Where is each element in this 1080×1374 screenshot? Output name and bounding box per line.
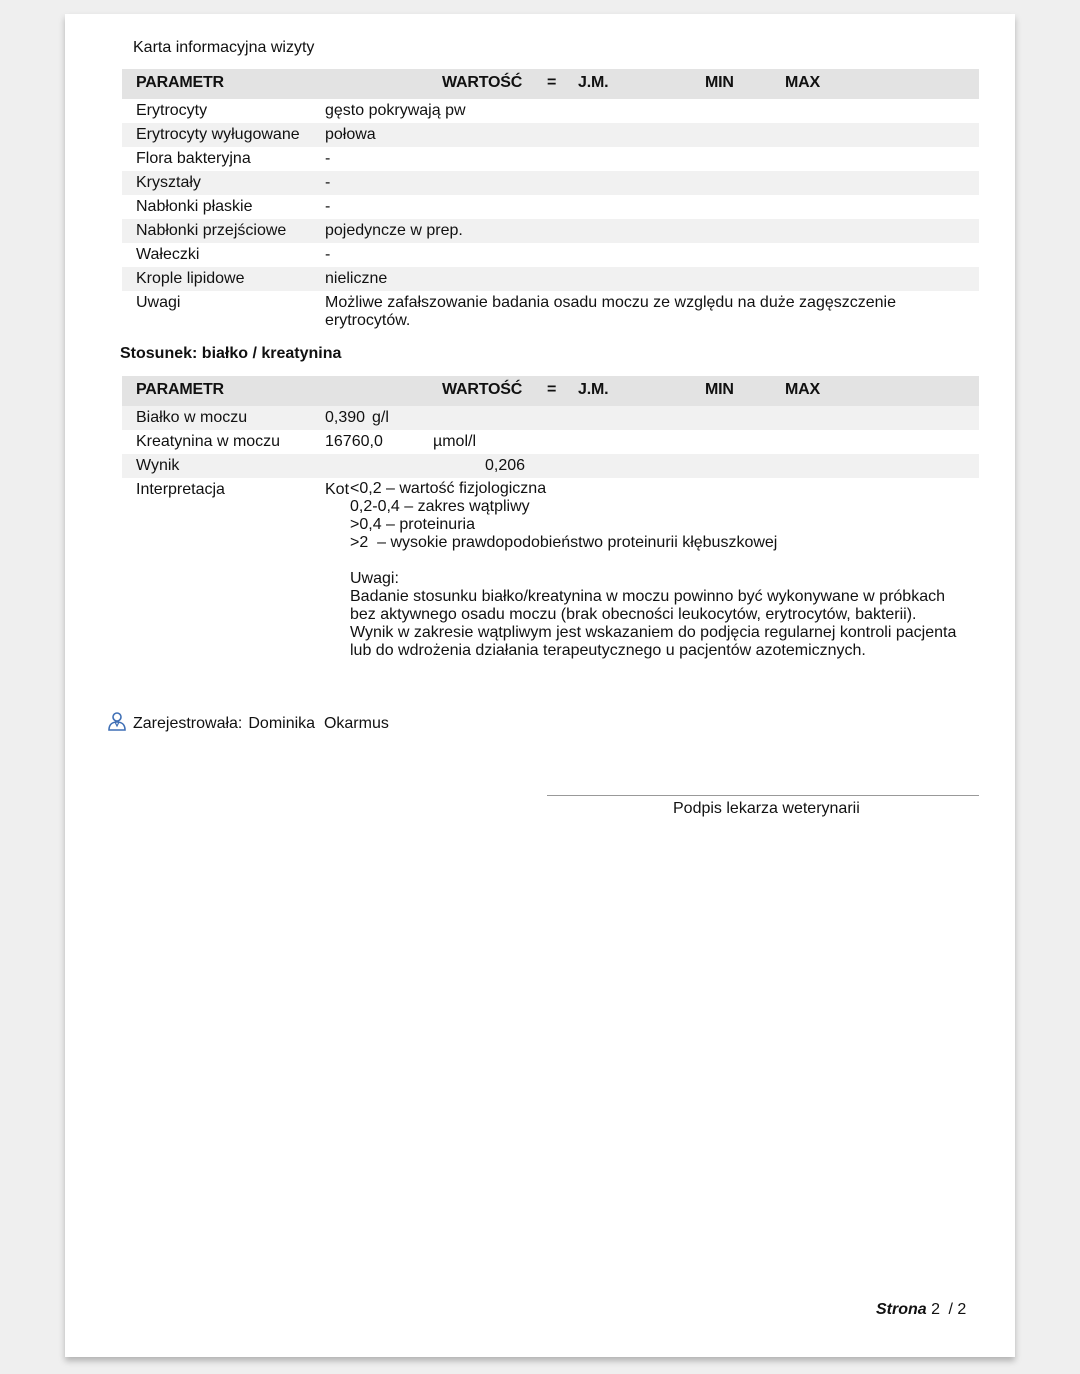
range-line: 0,2-0,4 – zakres wątpliwy <box>350 498 530 515</box>
header-value: WARTOŚĆ <box>442 74 523 91</box>
row-param: Nabłonki przejściowe <box>136 222 287 239</box>
table-row <box>122 454 979 478</box>
interpretation-block <box>337 480 956 660</box>
table-row <box>122 243 979 267</box>
page-total: / 2 <box>948 1301 967 1318</box>
row-param: Uwagi <box>136 294 181 311</box>
row-value: Kot <box>325 481 350 498</box>
table-row <box>122 147 979 171</box>
header-eq: = <box>547 381 557 398</box>
table-row <box>122 267 979 291</box>
row-value: - <box>325 246 331 263</box>
table-header <box>122 69 979 99</box>
table-row <box>122 219 979 243</box>
table-row <box>122 195 979 219</box>
row-param: Kryształy <box>136 174 201 191</box>
range-line: >2 – wysokie prawdopodobieństwo proteinurii kłębuszkowej <box>350 534 778 551</box>
header-max: MAX <box>785 74 820 91</box>
row-param: Nabłonki płaskie <box>136 198 253 215</box>
section-title: Stosunek: białko / kreatynina <box>120 345 342 362</box>
row-value: nieliczne <box>325 270 388 287</box>
table-row <box>122 99 979 123</box>
document-title: Karta informacyjna wizyty <box>133 39 315 56</box>
header-min: MIN <box>705 74 734 91</box>
row-param: Kreatynina w moczu <box>136 433 281 450</box>
notes-line: bez aktywnego osadu moczu (brak obecności leukocytów, erytrocytów, bakterii). <box>350 606 917 623</box>
notes-line: lub do wdrożenia działania terapeutycznego u pacjentów azotemicznych. <box>350 642 866 659</box>
row-value: - <box>325 174 331 191</box>
row-value: pojedyncze w prep. <box>325 222 463 239</box>
row-param: Krople lipidowe <box>136 270 245 287</box>
signature-line <box>547 795 979 796</box>
row-param: Interpretacja <box>136 481 225 498</box>
row-value: połowa <box>325 126 376 143</box>
page-label: Strona <box>876 1301 927 1318</box>
row-param: Białko w moczu <box>136 409 248 426</box>
registered-name: Dominika Okarmus <box>248 714 389 732</box>
row-value: - <box>325 198 331 215</box>
range-line: <0,2 – wartość fizjologiczna <box>350 480 547 497</box>
table-row <box>122 291 979 333</box>
registered-label: Zarejestrowała: <box>133 714 243 732</box>
table-row <box>122 406 979 430</box>
row-param: Wałeczki <box>136 246 200 263</box>
row-value: 16760,0 <box>325 433 383 450</box>
row-param: Wynik <box>136 457 180 474</box>
header-min: MIN <box>705 381 734 398</box>
notes-line: Wynik w zakresie wątpliwym jest wskazaniem do podjęcia regularnej kontroli pacjenta <box>350 624 957 641</box>
row-param: Erytrocyty wyługowane <box>136 126 300 143</box>
row-value: 0,390 <box>325 409 366 426</box>
header-param: PARAMETR <box>136 381 224 398</box>
table-header <box>122 376 979 406</box>
page-number <box>876 1301 966 1319</box>
sediment-table <box>122 69 979 333</box>
row-unit: g/l <box>372 409 389 426</box>
header-max: MAX <box>785 381 820 398</box>
user-icon <box>107 711 127 736</box>
table-row <box>122 171 979 195</box>
header-value: WARTOŚĆ <box>442 381 523 398</box>
notes-label: Uwagi: <box>350 570 399 587</box>
row-value: Możliwe zafałszowanie badania osadu moczu ze względu na duże zagęszczenie erytrocytów. <box>325 294 896 329</box>
row-param: Flora bakteryjna <box>136 150 251 167</box>
header-unit: J.M. <box>578 74 609 91</box>
row-value: gęsto pokrywają pw <box>325 102 466 119</box>
header-eq: = <box>547 74 557 91</box>
row-param: Erytrocyty <box>136 102 208 119</box>
row-value: - <box>325 150 331 167</box>
header-param: PARAMETR <box>136 74 224 91</box>
document-page <box>65 14 1015 1357</box>
table-row <box>122 430 979 454</box>
row-unit: µmol/l <box>433 433 476 450</box>
table-row <box>122 123 979 147</box>
page-current: 2 <box>931 1301 941 1318</box>
range-line: >0,4 – proteinuria <box>350 516 475 533</box>
registered-by <box>107 711 389 736</box>
signature-label: Podpis lekarza weterynarii <box>673 800 860 817</box>
row-value: 0,206 <box>485 457 526 474</box>
header-unit: J.M. <box>578 381 609 398</box>
notes-line: Badanie stosunku białko/kreatynina w moczu powinno być wykonywane w próbkach <box>350 588 945 605</box>
